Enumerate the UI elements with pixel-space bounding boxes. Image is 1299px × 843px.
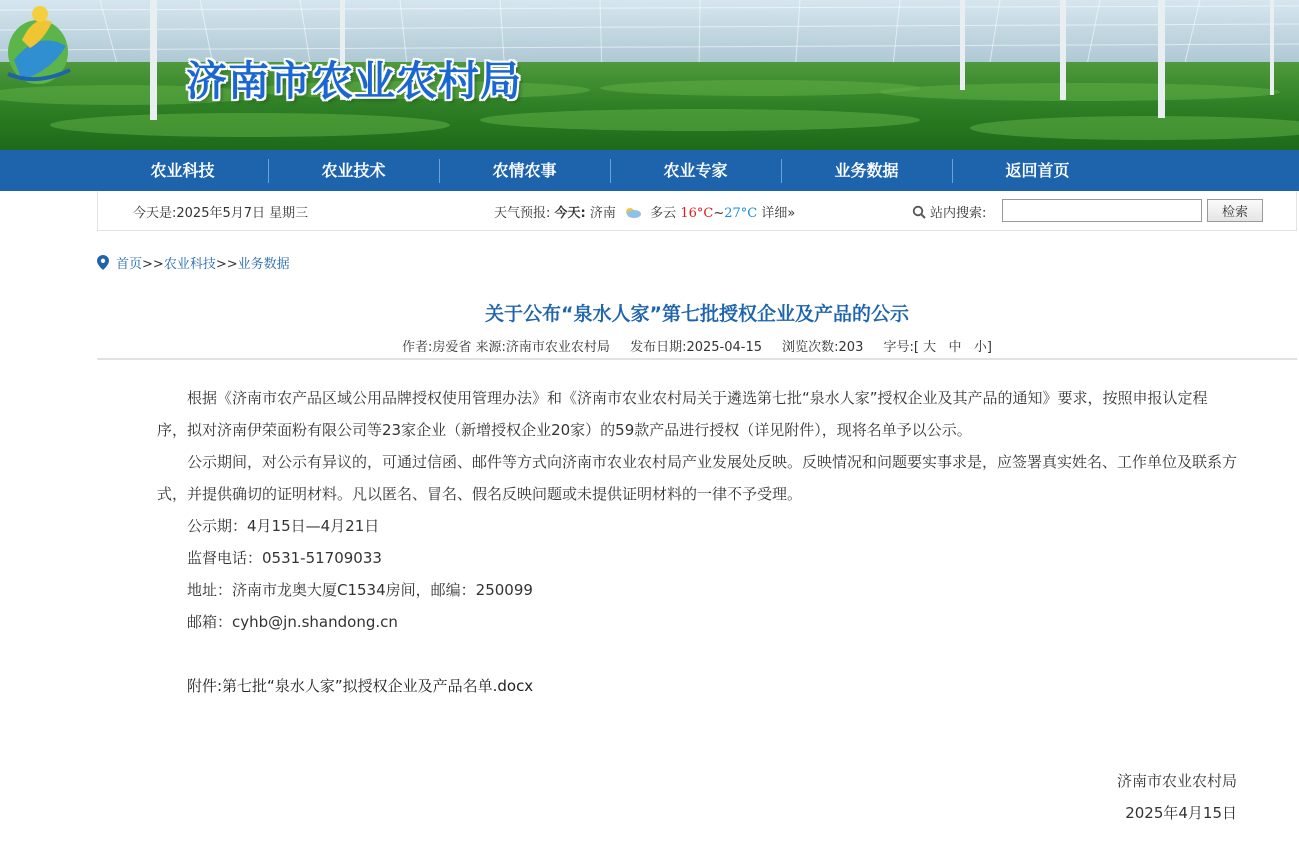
article-title: 关于公布“泉水人家”第七批授权企业及产品的公示: [485, 303, 909, 325]
weather-forecast: [494, 202, 795, 221]
article-paragraph: 公示期：4月15日—4月21日: [187, 517, 380, 535]
nav-item-business-data[interactable]: 业务数据: [834, 161, 899, 180]
article-paragraph: 监督电话：0531-51709033: [187, 549, 382, 567]
main-nav: [0, 150, 1299, 191]
temp-low: 27°C: [724, 206, 758, 221]
info-bar: [97, 191, 1297, 231]
article-publish-date: 发布日期:2025-04-15: [630, 340, 763, 355]
search-button[interactable]: 检索: [1207, 199, 1263, 222]
weather-today-label: 今天:: [554, 206, 586, 221]
article-paragraph: 地址：济南市龙奥大厦C1534房间，邮编：250099: [187, 581, 533, 599]
search-input[interactable]: [1002, 199, 1202, 222]
site-title: 济南市农业农村局: [186, 57, 522, 105]
article-paragraph: 邮箱：cyhb@jn.shandong.cn: [187, 613, 398, 631]
nav-item-home[interactable]: 返回首页: [1005, 161, 1070, 180]
current-date: 今天是:2025年5月7日 星期三: [133, 206, 309, 221]
site-banner: [0, 0, 1299, 150]
article-body: [157, 382, 1237, 702]
signature-organization: 济南市农业农村局: [1116, 772, 1237, 790]
cloudy-icon: [624, 206, 642, 218]
nav-item-farm-affairs[interactable]: 农情农事: [492, 161, 557, 180]
article-view-count: 浏览次数:203: [782, 340, 864, 355]
breadcrumb: [97, 253, 290, 272]
breadcrumb-separator: >>: [142, 257, 164, 272]
article-meta: [97, 336, 1297, 355]
weather-detail-link[interactable]: 详细»: [761, 206, 796, 221]
nav-item-experts[interactable]: 农业专家: [663, 161, 728, 180]
attachment-link[interactable]: 附件:第七批“泉水人家”拟授权企业及产品名单.docx: [187, 677, 534, 695]
temp-high: 16°C: [680, 206, 714, 221]
breadcrumb-home[interactable]: 首页: [116, 257, 143, 272]
article-paragraph: 根据《济南市农产品区域公用品牌授权使用管理办法》和《济南市农业农村局关于遴选第七批“泉水人家”授权企业及其产品的通知》要求，按照申报认定程序，拟对济南伊荣面粉有限公司等23家企业（新增授权企业20家）的59款产品进行授权（详见附件），现将名单予以公示。: [157, 389, 1208, 439]
article-author-source: 作者:房爱省 来源:济南市农业农村局: [402, 340, 610, 355]
weather-label: 天气预报:: [494, 206, 551, 221]
search-label: 站内搜索:: [930, 206, 987, 221]
bureau-logo-icon: [0, 0, 74, 90]
search-label-wrap: [912, 202, 986, 221]
breadcrumb-separator: >>: [215, 257, 238, 272]
location-pin-icon: [97, 255, 109, 270]
title-divider: [97, 358, 1297, 360]
breadcrumb-business-data[interactable]: 业务数据: [237, 257, 290, 272]
temp-separator: ~: [713, 206, 725, 221]
nav-item-agri-science[interactable]: 农业科技: [150, 161, 215, 180]
paragraph-gap: [157, 638, 1237, 670]
article-paragraph: 公示期间，对公示有异议的，可通过信函、邮件等方式向济南市农业农村局产业发展处反映。反映情况和问题要实事求是，应签署真实姓名、工作单位及联系方式，并提供确切的证明材料。凡以匿名、冒名、假名反映问题或未提供证明材料的一律不予受理。: [157, 453, 1238, 503]
nav-item-agri-tech[interactable]: 农业技术: [321, 161, 386, 180]
weather-city: 济南: [589, 206, 616, 221]
weather-condition: 多云: [650, 206, 677, 221]
font-size-selector[interactable]: 字号:[ 大 中 小]: [883, 340, 992, 355]
signature-date: 2025年4月15日: [1125, 804, 1237, 822]
search-icon: [912, 205, 926, 219]
breadcrumb-agri-science[interactable]: 农业科技: [163, 257, 216, 272]
